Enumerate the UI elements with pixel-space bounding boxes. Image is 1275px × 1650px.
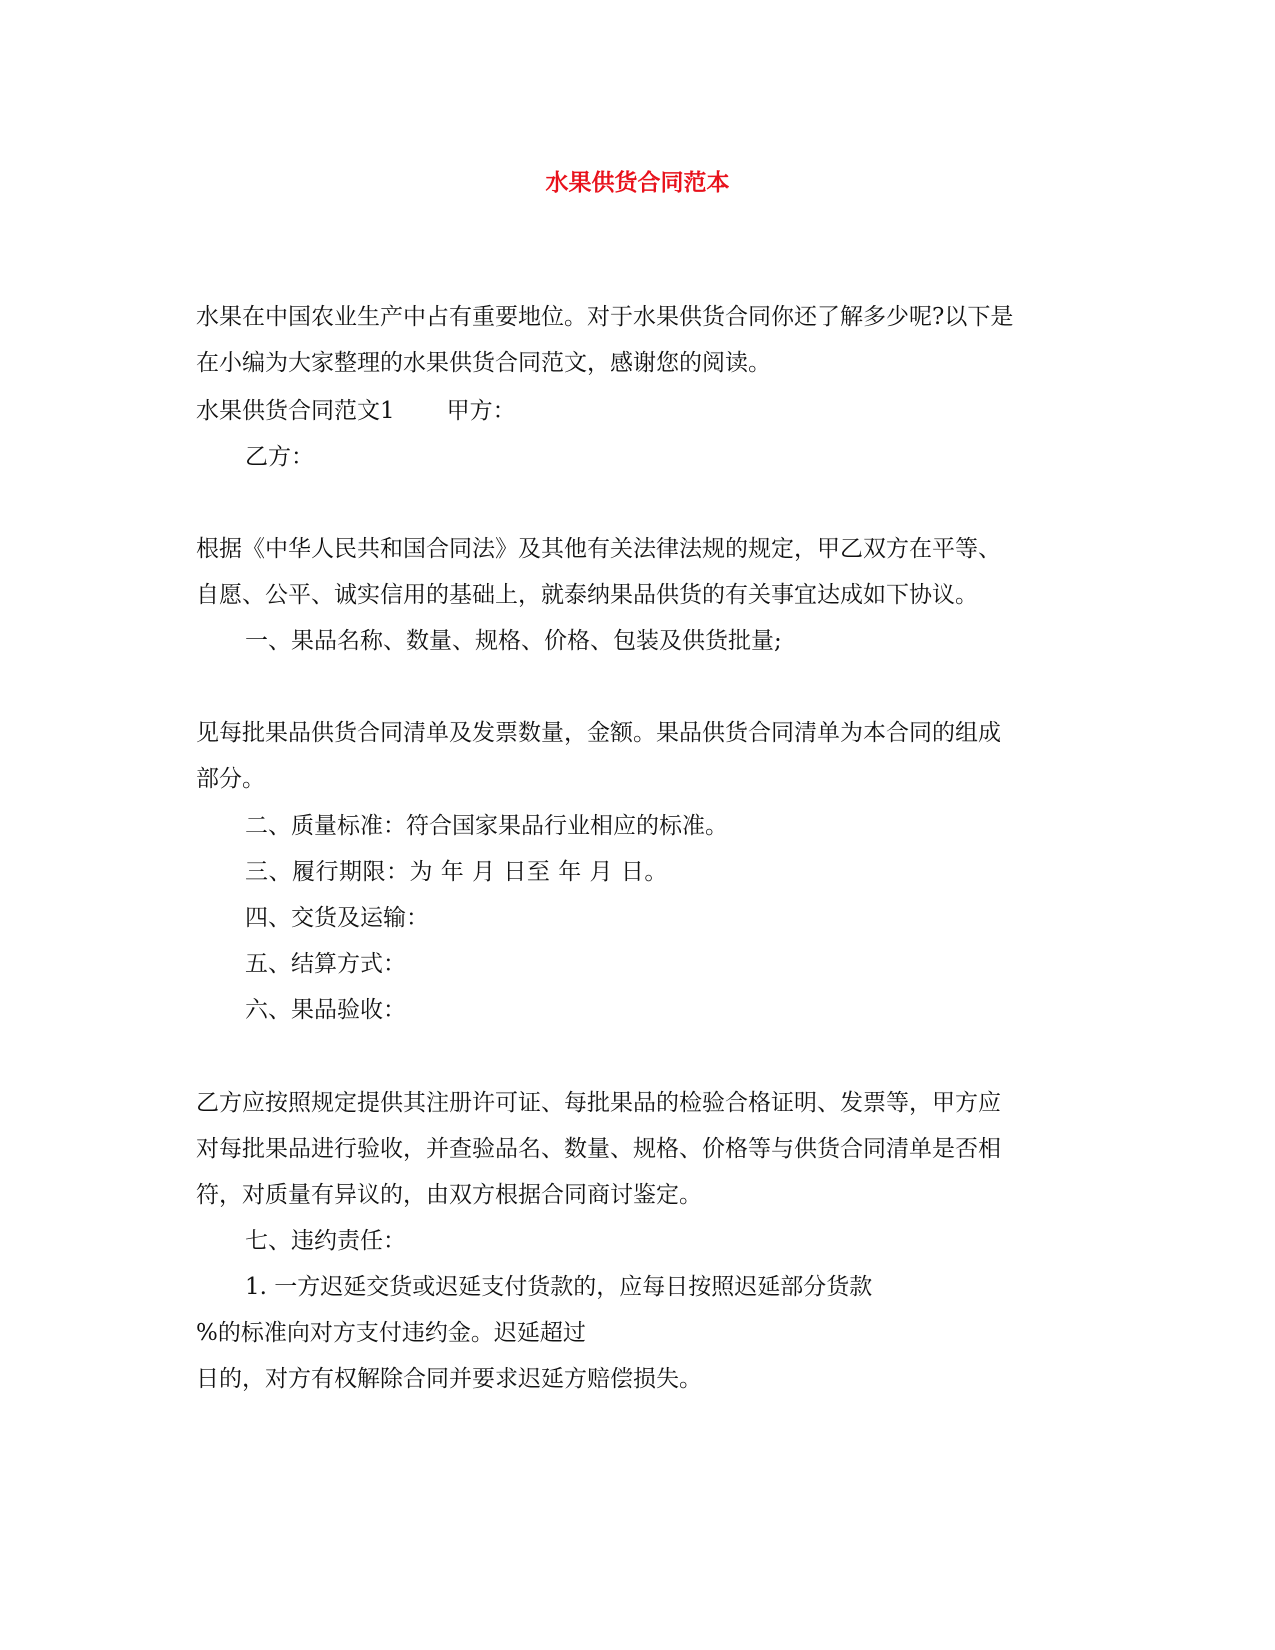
clause-heading: 五、结算方式： — [245, 951, 406, 977]
paragraph-line: 见每批果品供货合同清单及发票数量，金额。果品供货合同清单为本合同的组成 — [196, 720, 1001, 746]
paragraph-line: 符，对质量有异议的，由双方根据合同商讨鉴定。 — [196, 1182, 702, 1208]
paragraph-line: 日的，对方有权解除合同并要求迟延方赔偿损失。 — [196, 1366, 702, 1392]
clause-heading: 四、交货及运输： — [245, 905, 429, 931]
party-b-label: 乙方： — [245, 444, 314, 470]
paragraph-line: 在小编为大家整理的水果供货合同范文，感谢您的阅读。 — [196, 350, 771, 376]
paragraph-line: 自愿、公平、诚实信用的基础上，就泰纳果品供货的有关事宜达成如下协议。 — [196, 582, 978, 608]
clause-heading: 六、果品验收： — [245, 997, 406, 1023]
clause-heading: 二、质量标准：符合国家果品行业相应的标准。 — [245, 813, 728, 839]
sample-heading: 水果供货合同范文1 — [196, 398, 395, 424]
paragraph-line: 水果在中国农业生产中占有重要地位。对于水果供货合同你还了解多少呢?以下是 — [196, 304, 1014, 330]
paragraph-line: %的标准向对方支付违约金。迟延超过 — [196, 1320, 586, 1346]
party-a-label: 甲方： — [446, 398, 516, 424]
page-title: 水果供货合同范本 — [545, 170, 730, 196]
clause-heading: 三、履行期限：为 年 月 日至 年 月 日。 — [245, 859, 668, 885]
clause-item: 1. 一方迟延交货或迟延支付货款的，应每日按照迟延部分货款 — [245, 1274, 873, 1300]
paragraph-line: 对每批果品进行验收，并查验品名、数量、规格、价格等与供货合同清单是否相 — [196, 1136, 1001, 1162]
clause-heading: 七、违约责任： — [245, 1228, 406, 1254]
paragraph-line: 根据《中华人民共和国合同法》及其他有关法律法规的规定，甲乙双方在平等、 — [196, 536, 1001, 562]
paragraph-line: 乙方应按照规定提供其注册许可证、每批果品的检验合格证明、发票等，甲方应 — [196, 1090, 1001, 1116]
paragraph-line: 部分。 — [196, 766, 265, 792]
paragraph-line — [196, 396, 1096, 426]
clause-heading: 一、果品名称、数量、规格、价格、包装及供货批量; — [245, 628, 782, 654]
